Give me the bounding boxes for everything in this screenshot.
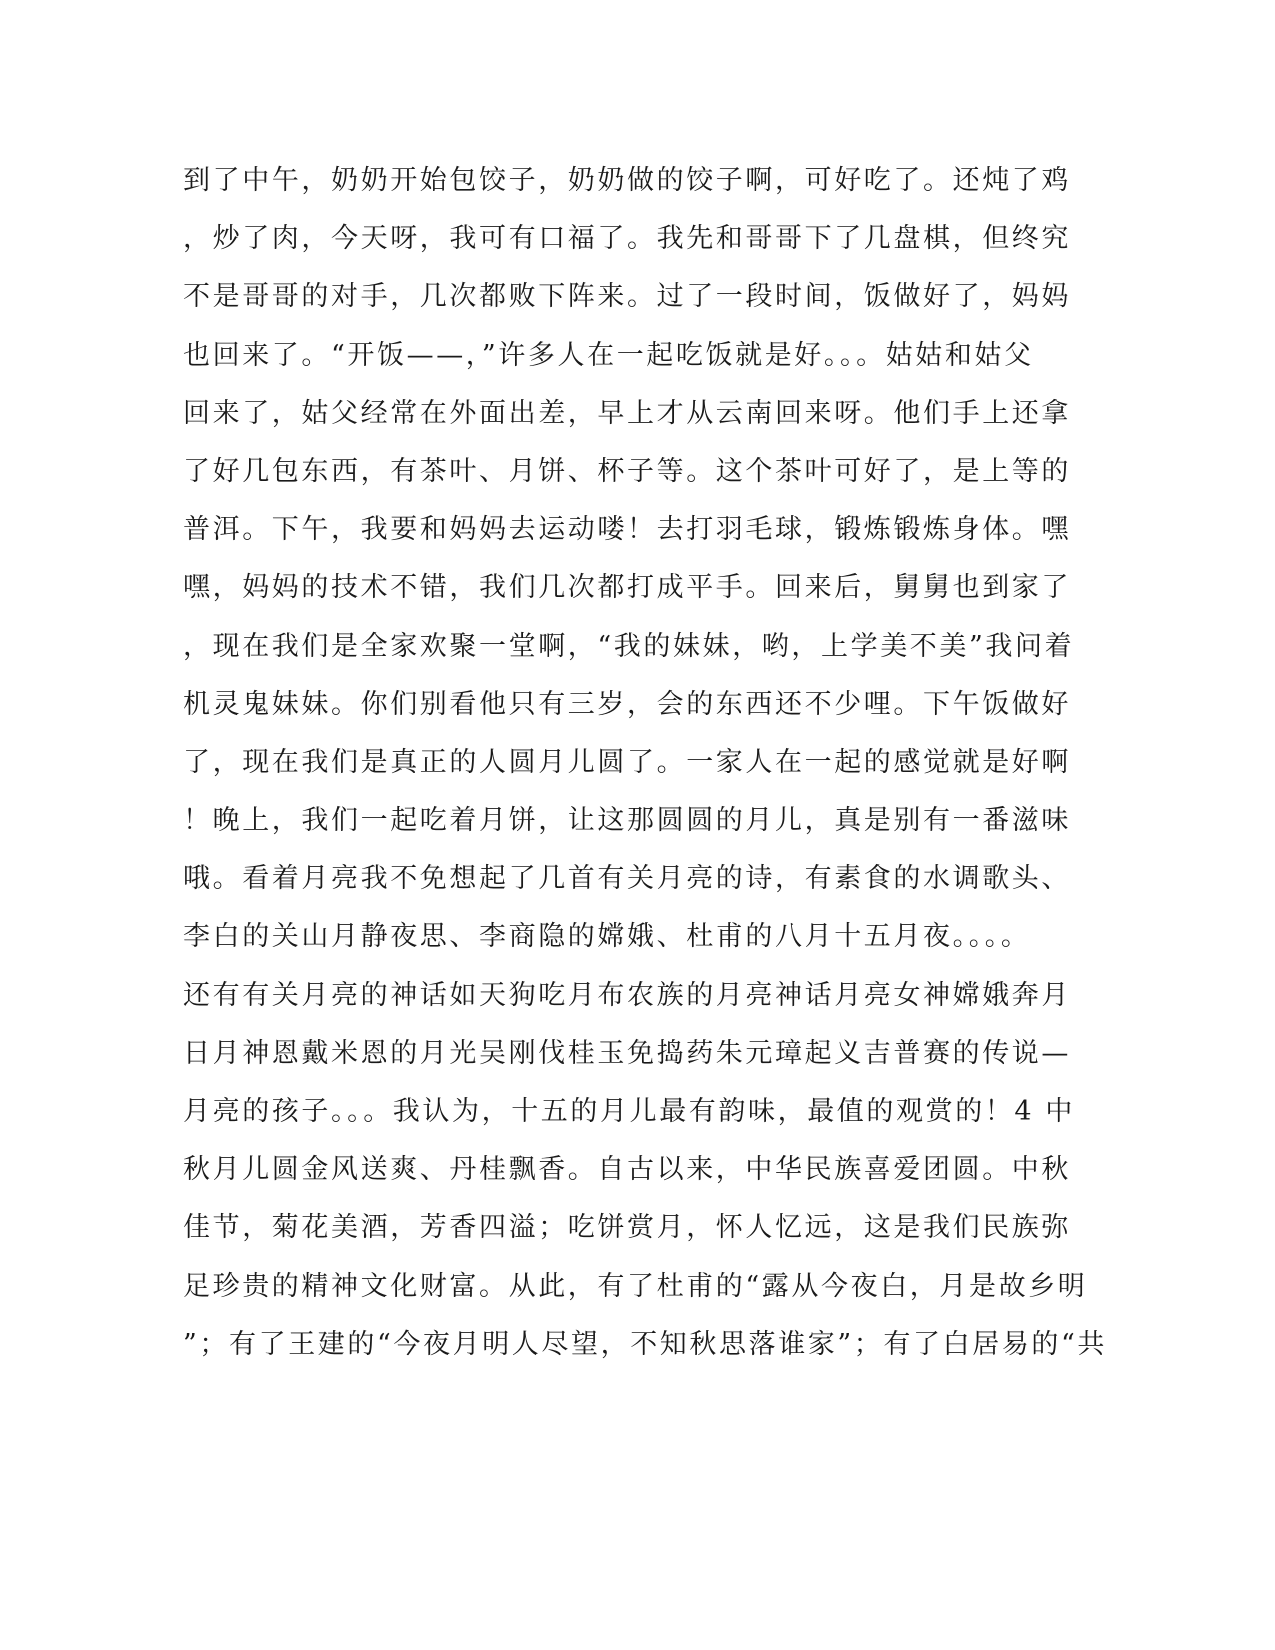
text-line: 足珍贵的精神文化财富。从此，有了杜甫的“露从今夜白，月是故乡明 [183,1270,1088,1302]
text-line: 不是哥哥的对手，几次都败下阵来。过了一段时间，饭做好了，妈妈 [183,281,1071,313]
text-line: 普洱。下午，我要和妈妈去运动喽！去打羽毛球，锻炼锻炼身体。嘿 [183,514,1071,546]
text-line: ！晚上，我们一起吃着月饼，让这那圆圆的月儿，真是别有一番滋味 [183,805,1071,837]
text-line: 月亮的孩子。。。我认为，十五的月儿最有韵味，最值的观赏的！4 中 [183,1096,1075,1127]
text-line: ，现在我们是全家欢聚一堂啊，“我的妹妹，哟，上学美不美”我问着 [183,630,1075,662]
text-line: 还有有关月亮的神话如天狗吃月布农族的月亮神话月亮女神嫦娥奔月 [183,979,1071,1011]
text-line: 了，现在我们是真正的人圆月儿圆了。一家人在一起的感觉就是好啊 [183,746,1071,778]
text-line: 日月神恩戴米恩的月光吴刚伐桂玉免捣药朱元璋起义吉普赛的传说— [183,1037,1071,1069]
text-line: 到了中午，奶奶开始包饺子，奶奶做的饺子啊，可好吃了。还炖了鸡 [183,165,1071,196]
text-line: ”；有了王建的“今夜月明人尽望，不知秋思落谁家”；有了白居易的“共 [183,1328,1108,1360]
text-line: ，炒了肉，今天呀，我可有口福了。我先和哥哥下了几盘棋，但终究 [183,223,1071,255]
text-line: 机灵鬼妹妹。你们别看他只有三岁，会的东西还不少哩。下午饭做好 [183,688,1071,720]
text-line: 也回来了。“开饭——，”许多人在一起吃饭就是好。。。姑姑和姑父 [183,339,1034,371]
text-line: 了好几包东西，有茶叶、月饼、杯子等。这个茶叶可好了，是上等的 [183,455,1071,487]
text-line: 哦。看着月亮我不免想起了几首有关月亮的诗，有素食的水调歌头、 [183,863,1071,895]
text-line: 回来了，姑父经常在外面出差，早上才从云南回来呀。他们手上还拿 [183,397,1071,429]
text-line: 嘿，妈妈的技术不错，我们几次都打成平手。回来后，舅舅也到家了 [183,572,1071,604]
text-line: 秋月儿圆金风送爽、丹桂飘香。自古以来，中华民族喜爱团圆。中秋 [183,1154,1071,1186]
essay-body [183,160,1108,1382]
text-line: 佳节，菊花美酒，芳香四溢；吃饼赏月，怀人忆远，这是我们民族弥 [183,1212,1071,1244]
text-line: 李白的关山月静夜思、李商隐的嫦娥、杜甫的八月十五月夜。。。。 [183,921,1031,953]
